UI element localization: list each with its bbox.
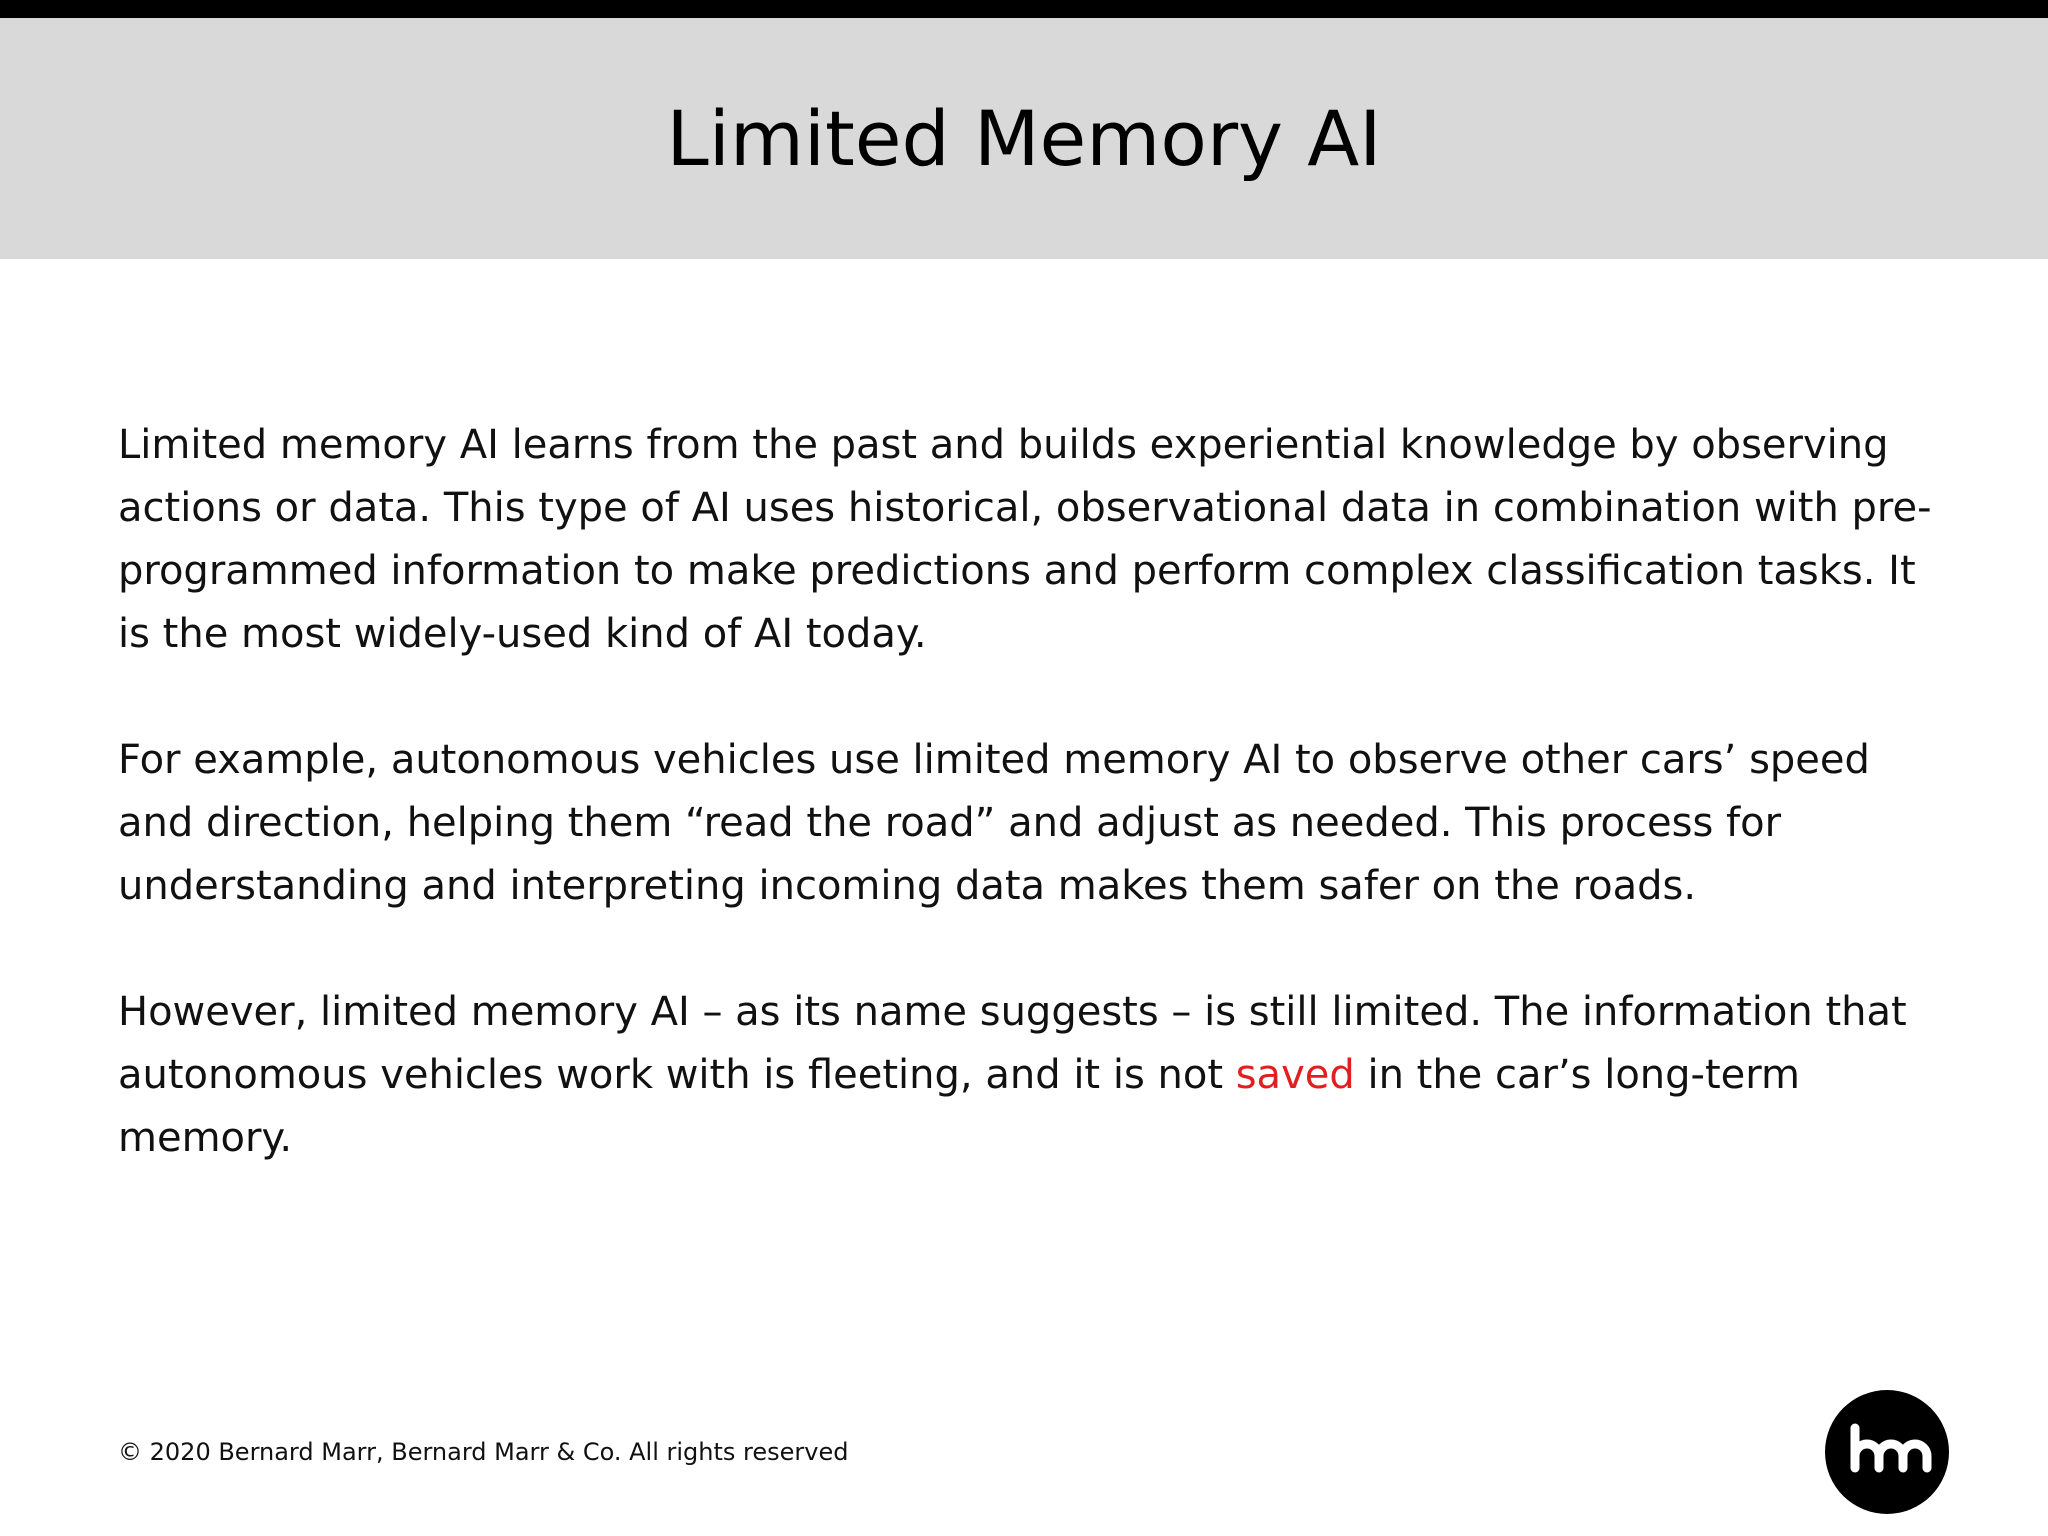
- paragraph-3: [118, 981, 1948, 1170]
- paragraph-1: Limited memory AI learns from the past and builds experiential knowledge by observing actions or data. This type of AI uses historical, observational data in combination with pre-programmed information to make predictions and perform complex classification tasks. It is the most widely-used kind of AI today.: [118, 422, 1932, 657]
- paragraph-3-text-after: in the car’s long-term memory.: [118, 1052, 1800, 1161]
- paragraph-3-text-before: However, limited memory AI – as its name suggests – is still limited. The information that autonomous vehicles work with is fleeting, and it is not: [118, 989, 1907, 1098]
- copyright-footer: © 2020 Bernard Marr, Bernard Marr & Co. All rights reserved: [118, 1438, 849, 1466]
- title-banner: [0, 18, 2048, 259]
- slide-title: Limited Memory AI: [666, 94, 1382, 183]
- top-bar: [0, 0, 2048, 18]
- logo-text: bm: [1885, 1499, 1889, 1501]
- slide-body: [118, 414, 1948, 1233]
- bm-logo-icon: [1825, 1390, 1949, 1514]
- paragraph-2: For example, autonomous vehicles use limited memory AI to observe other cars’ speed and direction, helping them “read the road” and adjust as needed. This process for understanding and interpreting incoming data makes them safer on the roads.: [118, 737, 1870, 909]
- highlighted-word: saved: [1235, 1052, 1355, 1098]
